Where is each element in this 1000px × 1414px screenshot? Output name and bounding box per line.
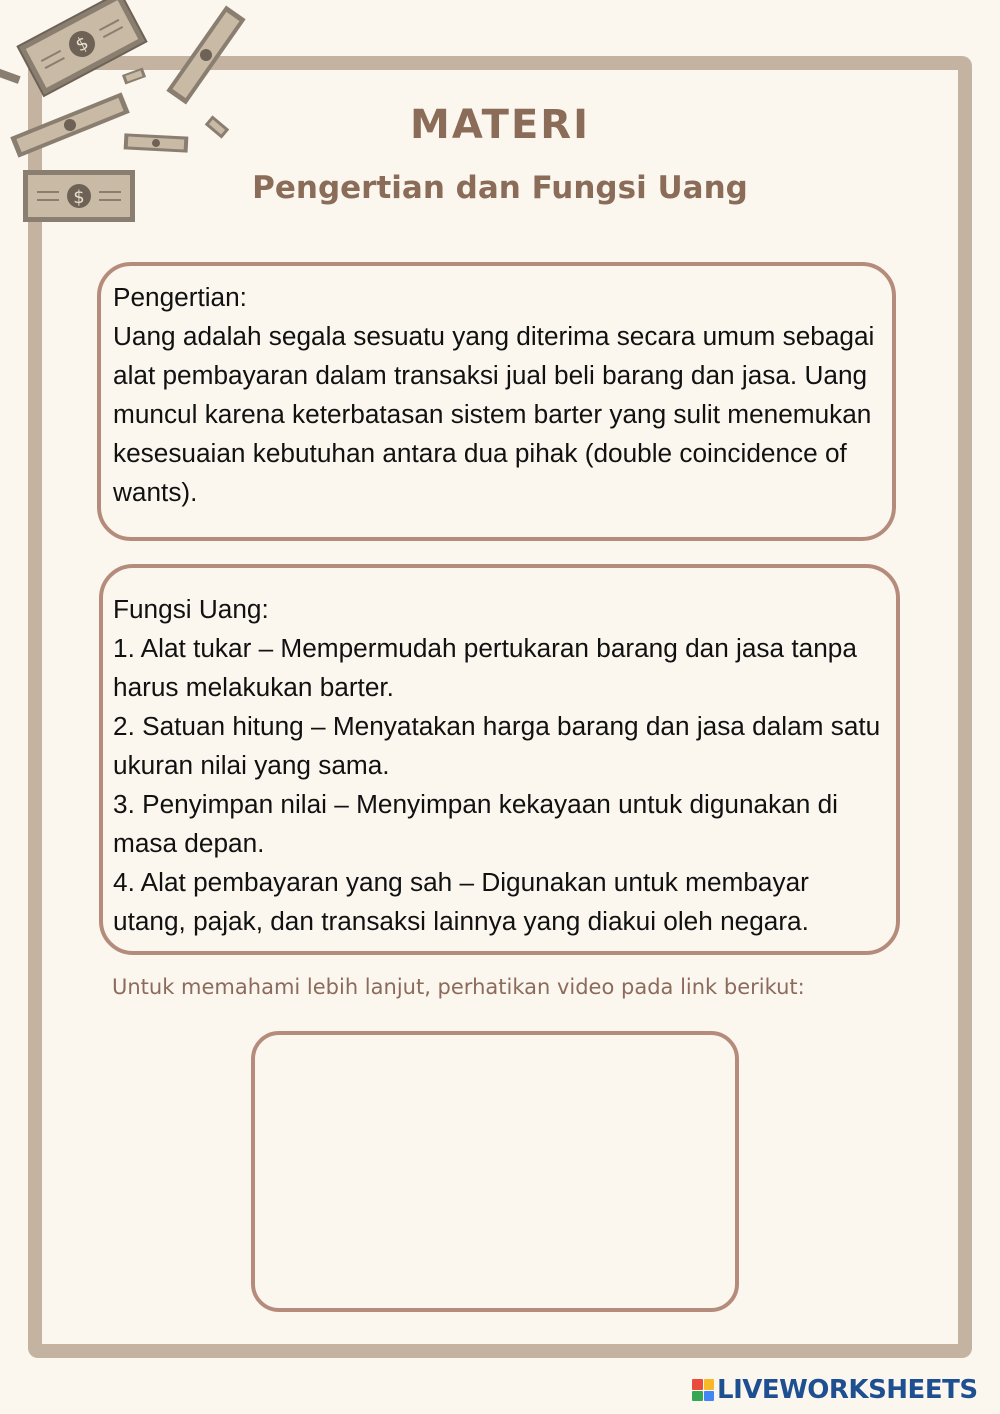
functions-heading: Fungsi Uang:: [113, 594, 269, 624]
function-item: 2. Satuan hitung – Menyatakan harga barang dan jasa dalam satu ukuran nilai yang sama.: [113, 711, 881, 780]
video-instruction: Untuk memahami lebih lanjut, perhatikan video pada link berikut:: [112, 975, 805, 999]
definition-heading: Pengertian:: [113, 282, 247, 312]
brand-name: LIVEWORKSHEETS: [717, 1375, 978, 1405]
svg-text:$: $: [72, 32, 93, 57]
page-subtitle: Pengertian dan Fungsi Uang: [252, 170, 748, 206]
page-title: MATERI: [410, 102, 590, 148]
function-item: 1. Alat tukar – Mempermudah pertukaran barang dan jasa tanpa harus melakukan barter.: [113, 633, 857, 702]
svg-text:$: $: [73, 187, 85, 208]
function-item: 4. Alat pembayaran yang sah – Digunakan untuk membayar utang, pajak, dan transaksi lainnya yang diakui oleh negara.: [113, 867, 809, 936]
liveworksheets-brand[interactable]: [692, 1372, 978, 1408]
video-link-box[interactable]: [251, 1031, 739, 1312]
function-item: 3. Penyimpan nilai – Menyimpan kekayaan untuk digunakan di masa depan.: [113, 789, 838, 858]
liveworksheets-logo-icon: [692, 1379, 714, 1401]
definition-box: [97, 262, 896, 541]
definition-text: Uang adalah segala sesuatu yang diterima secara umum sebagai alat pembayaran dalam transaksi jual beli barang dan jasa. Uang muncul karena keterbatasan sistem barter yang sulit menemukan kesesuaian kebutuhan antara dua pihak (double coincidence of wants).: [113, 321, 875, 507]
functions-box: [99, 564, 900, 955]
